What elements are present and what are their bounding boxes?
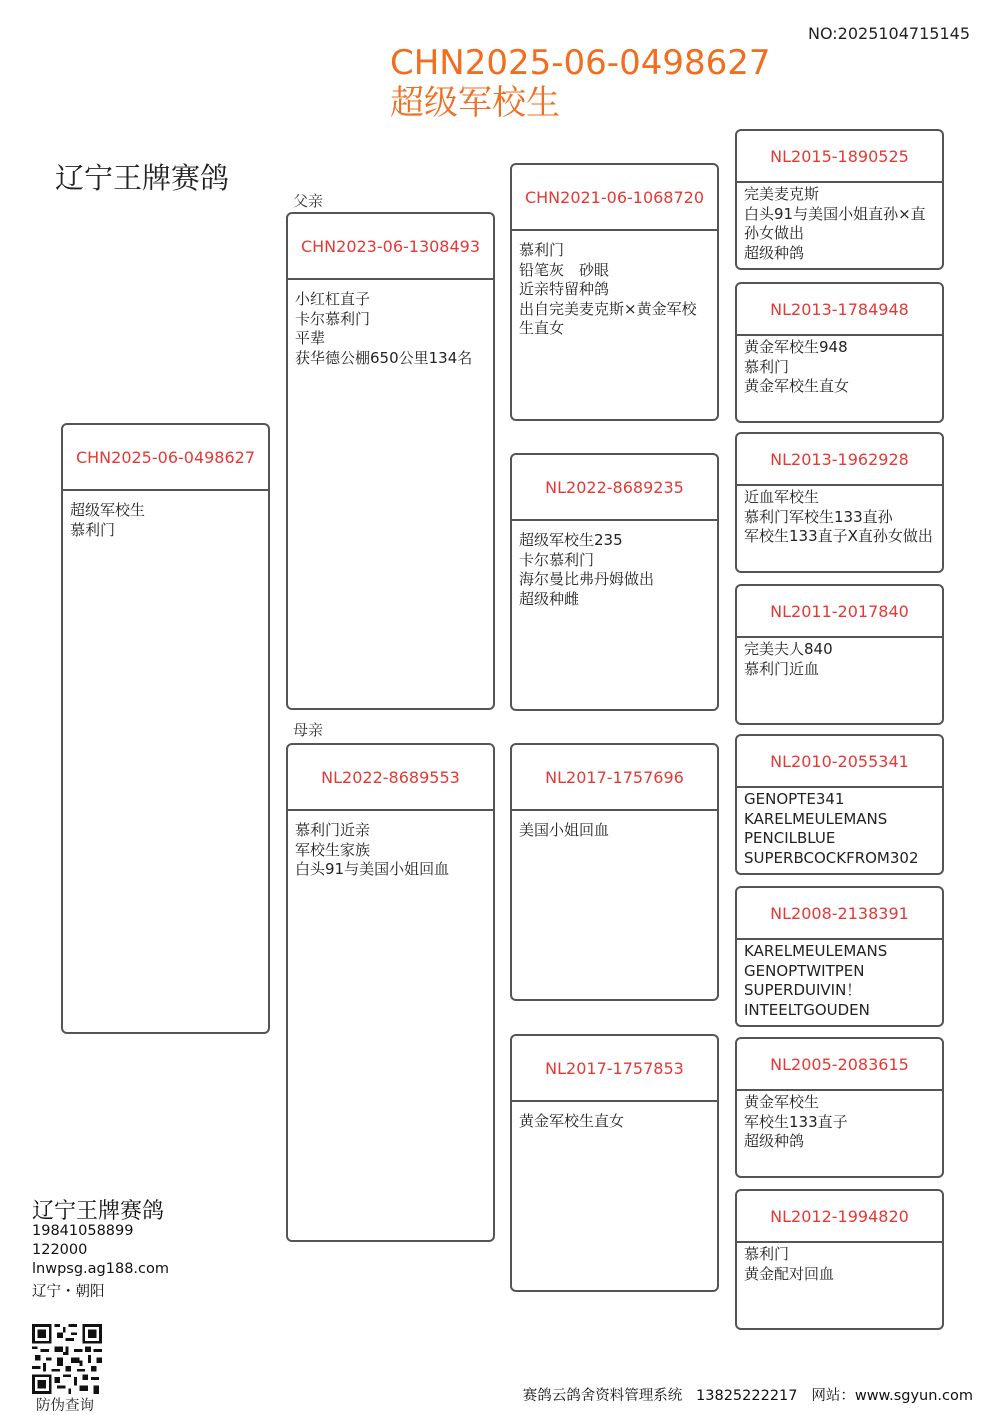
desc-line: 黄金军校生直女 <box>519 1112 625 1130</box>
desc-line: 超级军校生235 <box>519 531 623 549</box>
qr-code-icon[interactable] <box>32 1324 102 1394</box>
desc-line: SUPERDUIVIN！ <box>744 981 862 999</box>
desc-line: 军校生家族 <box>295 840 371 859</box>
great-grandparent-card-1[interactable] <box>735 129 944 270</box>
footer-loft-name: 辽宁王牌赛鸽 <box>32 1199 165 1224</box>
great-grandparent-card-8[interactable] <box>735 1189 944 1330</box>
desc-line: GENOPTE341 <box>744 790 845 808</box>
great-grandparent-ring: NL2008-2138391 <box>737 888 942 940</box>
maternal-grandmother-ring: NL2017-1757853 <box>512 1036 717 1102</box>
maternal-grandfather-description <box>512 811 717 841</box>
desc-line: 小红杠直子 <box>295 290 371 308</box>
main-pigeon-name: 超级军校生 <box>390 83 560 123</box>
qr-label: 防伪查询 <box>36 1398 94 1414</box>
system-site-label: 网站： <box>811 1388 855 1404</box>
maternal-grandfather-ring: NL2017-1757696 <box>512 745 717 811</box>
desc-line: 卡尔慕利门 <box>519 550 595 569</box>
paternal-grandmother-card[interactable] <box>510 453 719 711</box>
certificate-number: NO:2025104715145 <box>807 24 970 43</box>
subject-ring: CHN2025-06-0498627 <box>63 425 268 491</box>
great-grandparent-card-7[interactable] <box>735 1037 944 1178</box>
desc-line: 海尔曼比弗丹姆做出 <box>519 570 655 588</box>
great-grandparent-card-6[interactable] <box>735 886 944 1027</box>
main-ring-number: CHN2025-06-0498627 <box>390 43 771 83</box>
mother-card[interactable] <box>286 743 495 1242</box>
great-grandparent-card-4[interactable] <box>735 584 944 725</box>
system-site-link[interactable]: www.sgyun.com <box>854 1388 973 1404</box>
maternal-grandmother-description <box>512 1102 717 1132</box>
footer-website[interactable]: lnwpsg.ag188.com <box>32 1261 169 1277</box>
desc-line: 获华德公棚650公里134名 <box>295 348 473 367</box>
desc-line: 超级军校生 <box>70 501 146 519</box>
paternal-grandmother-ring: NL2022-8689235 <box>512 455 717 521</box>
great-grandparent-ring: NL2013-1784948 <box>737 284 942 336</box>
system-info <box>523 1384 973 1405</box>
mother-ring: NL2022-8689553 <box>288 745 493 811</box>
desc-line: 近亲特留种鸽 <box>519 280 610 298</box>
desc-line: 慕利门 <box>519 241 565 259</box>
mother-label: 母亲 <box>293 721 324 739</box>
paternal-grandfather-ring: CHN2021-06-1068720 <box>512 165 717 231</box>
maternal-grandmother-card[interactable] <box>510 1034 719 1292</box>
mother-description <box>288 811 493 880</box>
desc-line: 慕利门 <box>744 357 790 376</box>
great-grandparent-description <box>737 638 942 679</box>
desc-line: 超级种鸽 <box>744 243 805 262</box>
great-grandparent-description <box>737 486 942 547</box>
desc-line: 铅笔灰 砂眼 <box>519 260 610 279</box>
desc-line: 慕利门近亲 <box>295 821 371 839</box>
desc-line: PENCILBLUE <box>744 829 836 847</box>
desc-line: 军校生133直子 <box>744 1112 848 1131</box>
desc-line: KARELMEULEMANS <box>744 809 888 828</box>
great-grandparent-description <box>737 336 942 397</box>
paternal-grandfather-card[interactable] <box>510 163 719 421</box>
desc-line: 黄金军校生直女 <box>744 377 850 395</box>
great-grandparent-card-5[interactable] <box>735 734 944 875</box>
desc-line: 白头91与美国小姐回血 <box>295 860 450 878</box>
system-name: 赛鸽云鸽舍资料管理系统 <box>522 1388 683 1404</box>
subject-card[interactable] <box>61 423 270 1034</box>
footer-postcode: 122000 <box>32 1242 88 1258</box>
great-grandparent-description <box>737 1243 942 1284</box>
desc-line: 黄金军校生 <box>744 1093 820 1111</box>
maternal-grandfather-card[interactable] <box>510 743 719 1001</box>
great-grandparent-description <box>737 1091 942 1152</box>
desc-line: 白头91与美国小姐直孙×直孙女做出 <box>744 204 926 242</box>
desc-line: 慕利门近血 <box>744 659 820 678</box>
desc-line: 黄金军校生948 <box>744 338 848 356</box>
paternal-grandfather-description <box>512 231 717 339</box>
system-phone: 13825222217 <box>696 1388 798 1404</box>
great-grandparent-description <box>737 788 942 868</box>
desc-line: 平辈 <box>295 329 326 347</box>
desc-line: 超级种鸽 <box>744 1132 805 1150</box>
desc-line: 超级种雌 <box>519 589 580 608</box>
desc-line: 黄金配对回血 <box>744 1264 835 1283</box>
desc-line: 卡尔慕利门 <box>295 309 371 328</box>
great-grandparent-card-2[interactable] <box>735 282 944 423</box>
desc-line: SUPERBCOCKFROM302 <box>744 848 919 867</box>
great-grandparent-ring: NL2013-1962928 <box>737 434 942 486</box>
desc-line: 美国小姐回血 <box>519 821 610 839</box>
desc-line: 军校生133直子X直孙女做出 <box>744 527 933 545</box>
loft-title: 辽宁王牌赛鸽 <box>55 161 230 195</box>
great-grandparent-ring: NL2015-1890525 <box>737 131 942 183</box>
father-ring: CHN2023-06-1308493 <box>288 214 493 280</box>
father-description <box>288 280 493 368</box>
footer-address: 辽宁・朝阳 <box>32 1284 105 1300</box>
desc-line: 出自完美麦克斯×黄金军校生直女 <box>519 299 697 337</box>
great-grandparent-card-3[interactable] <box>735 432 944 573</box>
desc-line: 慕利门 <box>744 1245 790 1263</box>
desc-line: 完美夫人840 <box>744 640 833 658</box>
desc-line: INTEELTGOUDEN <box>744 1000 870 1019</box>
desc-line: 近血军校生 <box>744 488 820 506</box>
desc-line: GENOPTWITPEN <box>744 961 865 980</box>
great-grandparent-ring: NL2005-2083615 <box>737 1039 942 1091</box>
great-grandparent-ring: NL2010-2055341 <box>737 736 942 788</box>
great-grandparent-ring: NL2011-2017840 <box>737 586 942 638</box>
footer-phone: 19841058899 <box>32 1223 134 1239</box>
great-grandparent-description <box>737 940 942 1020</box>
paternal-grandmother-description <box>512 521 717 609</box>
great-grandparent-description <box>737 183 942 263</box>
great-grandparent-ring: NL2012-1994820 <box>737 1191 942 1243</box>
desc-line: 完美麦克斯 <box>744 185 820 203</box>
desc-line: KARELMEULEMANS <box>744 942 888 960</box>
father-card[interactable] <box>286 212 495 710</box>
father-label: 父亲 <box>293 192 324 210</box>
subject-description <box>63 491 268 540</box>
desc-line: 慕利门军校生133直孙 <box>744 507 893 526</box>
desc-line: 慕利门 <box>70 520 116 539</box>
